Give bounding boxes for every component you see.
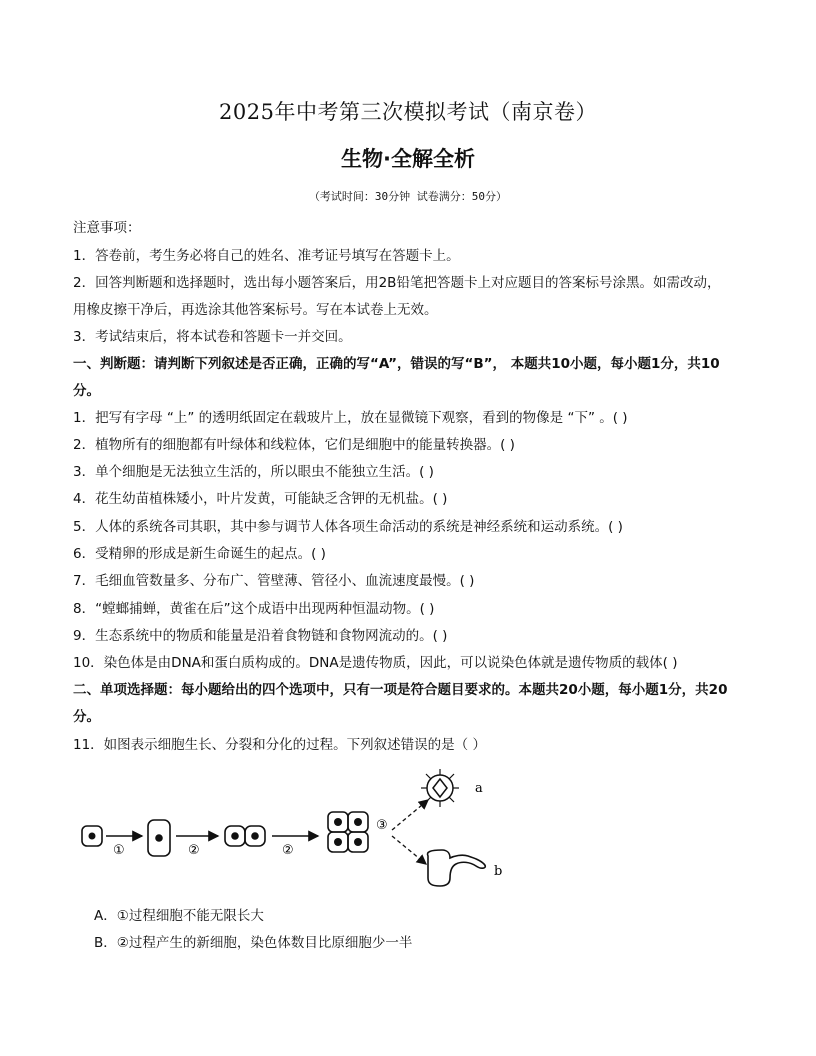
- notice-item: 2．回答判断题和选择题时，选出每小题答案后，用2B铅笔把答题卡上对应题目的答案标号涂黑。如需改动，: [73, 275, 721, 291]
- section1-heading: 一、判断题：请判断下列叙述是否正确，正确的写“A”，错误的写“B”， 本题共10小题，每小题1分，共10: [73, 356, 720, 372]
- notice-item: 1．答卷前，考生务必将自己的姓名、准考证号填写在答题卡上。: [73, 248, 460, 264]
- question-4: 4．花生幼苗植株矮小，叶片发黄，可能缺乏含钾的无机盐。( ): [73, 491, 448, 507]
- cell-process-diagram: [70, 760, 530, 890]
- question-2: 2．植物所有的细胞都有叶绿体和线粒体，它们是细胞中的能量转换器。( ): [73, 437, 515, 453]
- arrow-to-b: [392, 836, 426, 864]
- exam-info: （考试时间：30分钟 试卷满分：50分）: [308, 190, 508, 203]
- question-9: 9．生态系统中的物质和能量是沿着食物链和食物网流动的。( ): [73, 628, 448, 644]
- section1-heading-cont: 分。: [73, 383, 100, 399]
- arrow-to-a: [392, 800, 428, 830]
- label-a: a: [475, 781, 483, 796]
- step3-label: ③: [376, 818, 388, 833]
- section2-heading: 二、单项选择题：每小题给出的四个选项中，只有一项是符合题目要求的。本题共20小题，每小题1分，共20: [73, 682, 728, 698]
- label-b: b: [494, 864, 503, 879]
- notice-item: 用橡皮擦干净后，再选涂其他答案标号。写在本试卷上无效。: [73, 302, 438, 318]
- two-cells: [225, 826, 265, 846]
- step2b-label: ②: [282, 843, 294, 858]
- differentiated-cell-b: [428, 850, 486, 886]
- question-5: 5．人体的系统各司其职，其中参与调节人体各项生命活动的系统是神经系统和运动系统。( ): [73, 519, 623, 535]
- option-b: B．②过程产生的新细胞，染色体数目比原细胞少一半: [94, 935, 413, 951]
- differentiated-cell-a: [421, 769, 459, 807]
- question-7: 7．毛细血管数量多、分布广、管壁薄、管径小、血流速度最慢。( ): [73, 573, 475, 589]
- question-3: 3．单个细胞是无法独立生活的，所以眼虫不能独立生活。( ): [73, 464, 434, 480]
- step2a-label: ②: [188, 843, 200, 858]
- notice-item: 3．考试结束后，将本试卷和答题卡一并交回。: [73, 329, 352, 345]
- question-1: 1．把写有字母 “上” 的透明纸固定在载玻片上，放在显微镜下观察，看到的物像是 “下” 。( ): [73, 410, 628, 426]
- question-10: 10．染色体是由DNA和蛋白质构成的。DNA是遗传物质，因此，可以说染色体就是遗传物质的载体( ): [73, 655, 678, 671]
- page-title: 2025年中考第三次模拟考试（南京卷）: [219, 100, 597, 124]
- page-subtitle: 生物·全解全析: [341, 147, 475, 171]
- four-cells: [328, 812, 368, 852]
- option-a: A．①过程细胞不能无限长大: [94, 908, 264, 924]
- question-8: 8．“螳螂捕蝉，黄雀在后”这个成语中出现两种恒温动物。( ): [73, 601, 435, 617]
- question-6: 6．受精卵的形成是新生命诞生的起点。( ): [73, 546, 326, 562]
- grown-cell: [148, 820, 170, 856]
- single-cell: [82, 826, 102, 846]
- section2-heading-cont: 分。: [73, 709, 100, 725]
- step1-label: ①: [113, 843, 125, 858]
- question-11-stem: 11．如图表示细胞生长、分裂和分化的过程。下列叙述错误的是（ ）: [73, 737, 486, 753]
- notice-heading: 注意事项：: [73, 220, 141, 236]
